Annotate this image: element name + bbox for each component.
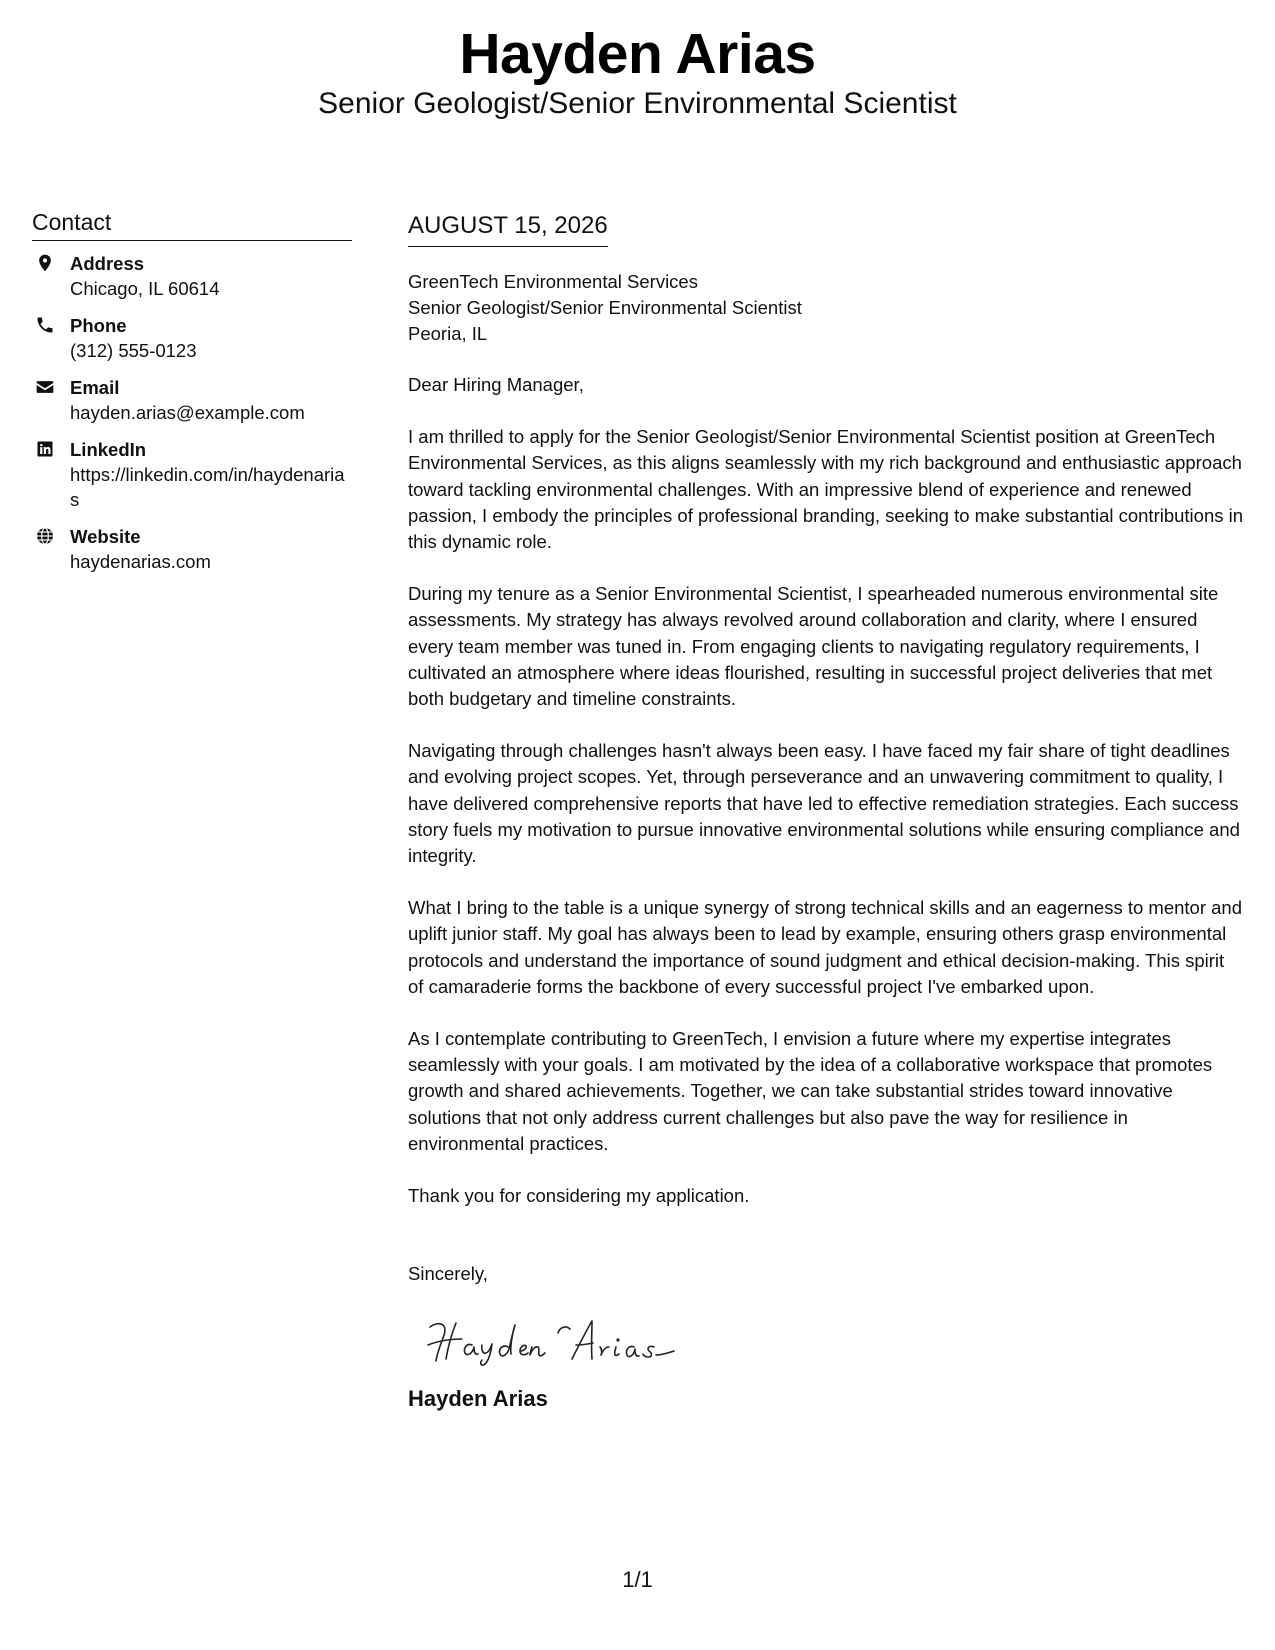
body-paragraph: I am thrilled to apply for the Senior Geologist/Senior Environmental Scientist position at GreenTech Environmental Services, as this aligns seamlessly with my rich background and enthusiastic approach toward tackling environmental challenges. With an impressive blend of experience and renewed passion, I embody the principles of professional branding, seeking to make substantial contributions in this dynamic role.	[408, 426, 1244, 553]
applicant-name: Hayden Arias	[459, 22, 816, 86]
letter-date: AUGUST 15, 2026	[408, 210, 608, 247]
envelope-icon	[35, 377, 55, 397]
contact-item-address	[32, 251, 352, 301]
letter-header	[0, 22, 1275, 122]
contact-value: https://linkedin.com/in/haydenarias	[70, 464, 345, 510]
handwritten-signature	[422, 1309, 682, 1371]
contact-sidebar	[32, 208, 352, 586]
contact-value: hayden.arias@example.com	[70, 402, 305, 423]
contact-label: Website	[70, 526, 141, 547]
signer-name: Hayden Arias	[408, 1386, 548, 1412]
letter-body	[408, 210, 1244, 1413]
recipient-location: Peoria, IL	[408, 323, 488, 344]
contact-label: Phone	[70, 315, 127, 336]
recipient-position: Senior Geologist/Senior Environmental Scientist	[408, 297, 802, 318]
body-paragraph: What I bring to the table is a unique synergy of strong technical skills and an eagerness to mentor and uplift junior staff. My goal has always been to lead by example, ensuring others grasp environmental protocols and understand the importance of sound judgment and ethical decision-making. This spirit of camaraderie forms the backbone of every successful project I've embarked upon.	[408, 897, 1243, 997]
signature-drawing	[422, 1309, 682, 1371]
phone-icon	[35, 315, 55, 335]
contact-item-linkedin	[32, 437, 352, 512]
contact-item-phone	[32, 313, 352, 363]
salutation: Dear Hiring Manager,	[408, 374, 584, 395]
map-pin-icon	[35, 253, 55, 273]
contact-value: (312) 555-0123	[70, 340, 197, 361]
recipient-company: GreenTech Environmental Services	[408, 271, 698, 292]
closing: Sincerely,	[408, 1263, 488, 1285]
thank-you-line: Thank you for considering my application.	[408, 1185, 750, 1207]
contact-label: Address	[70, 253, 145, 274]
body-paragraph: During my tenure as a Senior Environmental Scientist, I spearheaded numerous environmental site assessments. My strategy has always revolved around collaboration and clarity, where I ensured every team member was tuned in. From engaging clients to navigating regulatory requirements, I cultivated an atmosphere where ideas flourished, resulting in successful project deliveries that met both budgetary and timeline constraints.	[408, 583, 1219, 710]
contact-label: Email	[70, 377, 120, 398]
page-number: 1/1	[622, 1567, 653, 1592]
linkedin-icon	[35, 439, 55, 459]
globe-icon	[35, 526, 55, 546]
applicant-title: Senior Geologist/Senior Environmental Scientist	[318, 87, 957, 120]
body-paragraph: As I contemplate contributing to GreenTech, I envision a future where my expertise integrates seamlessly with your goals. I am motivated by the idea of a collaborative workspace that promotes growth and shared achievements. Together, we can take substantial strides toward innovative solutions that not only address current challenges but also pave the way for resilience in environmental practices.	[408, 1028, 1213, 1154]
contact-item-website	[32, 524, 352, 574]
body-paragraph: Navigating through challenges hasn't always been easy. I have faced my fair share of tight deadlines and evolving project scopes. Yet, through perseverance and an unwavering commitment to quality, I have delivered comprehensive reports that have led to effective remediation strategies. Each success story fuels my motivation to pursue innovative environmental solutions while ensuring compliance and integrity.	[408, 740, 1240, 867]
contact-value: Chicago, IL 60614	[70, 278, 220, 299]
recipient-block	[408, 269, 1244, 347]
contact-item-email	[32, 375, 352, 425]
contact-label: LinkedIn	[70, 439, 147, 460]
contact-value: haydenarias.com	[70, 551, 211, 572]
contact-heading: Contact	[32, 208, 352, 241]
